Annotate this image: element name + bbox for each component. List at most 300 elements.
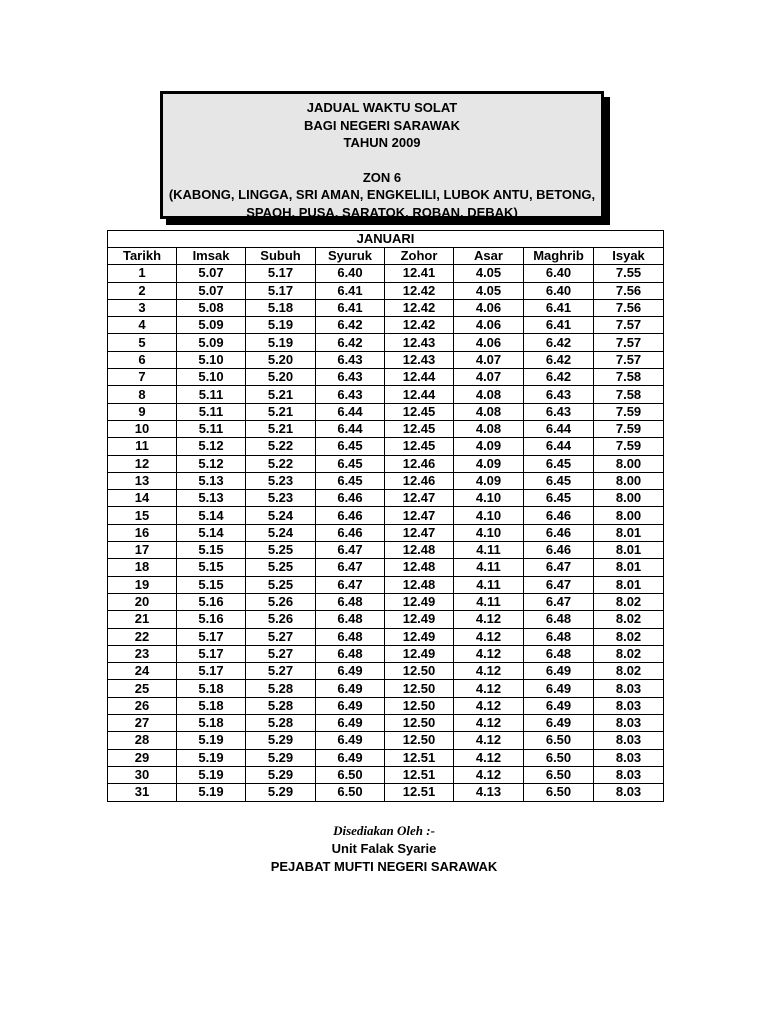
cell-zohor: 12.49 xyxy=(385,628,454,645)
cell-maghrib: 6.45 xyxy=(524,490,594,507)
cell-asar: 4.11 xyxy=(454,576,524,593)
cell-imsak: 5.11 xyxy=(177,386,246,403)
cell-asar: 4.12 xyxy=(454,749,524,766)
cell-zohor: 12.48 xyxy=(385,559,454,576)
cell-subuh: 5.17 xyxy=(246,282,316,299)
cell-isyak: 7.59 xyxy=(594,438,664,455)
cell-asar: 4.12 xyxy=(454,611,524,628)
cell-tarikh: 13 xyxy=(108,472,177,489)
cell-maghrib: 6.48 xyxy=(524,611,594,628)
cell-syuruk: 6.48 xyxy=(316,645,385,662)
cell-syuruk: 6.47 xyxy=(316,542,385,559)
cell-imsak: 5.08 xyxy=(177,299,246,316)
cell-isyak: 8.01 xyxy=(594,576,664,593)
cell-subuh: 5.24 xyxy=(246,507,316,524)
cell-asar: 4.08 xyxy=(454,403,524,420)
cell-maghrib: 6.46 xyxy=(524,524,594,541)
cell-asar: 4.05 xyxy=(454,265,524,282)
cell-zohor: 12.45 xyxy=(385,420,454,437)
cell-isyak: 8.00 xyxy=(594,455,664,472)
cell-syuruk: 6.45 xyxy=(316,455,385,472)
cell-subuh: 5.28 xyxy=(246,715,316,732)
cell-zohor: 12.50 xyxy=(385,697,454,714)
cell-zohor: 12.42 xyxy=(385,299,454,316)
cell-syuruk: 6.49 xyxy=(316,715,385,732)
cell-asar: 4.09 xyxy=(454,472,524,489)
cell-imsak: 5.07 xyxy=(177,282,246,299)
column-header-imsak: Imsak xyxy=(177,248,246,265)
cell-imsak: 5.10 xyxy=(177,351,246,368)
cell-asar: 4.05 xyxy=(454,282,524,299)
cell-tarikh: 10 xyxy=(108,420,177,437)
cell-syuruk: 6.47 xyxy=(316,576,385,593)
cell-tarikh: 16 xyxy=(108,524,177,541)
cell-tarikh: 5 xyxy=(108,334,177,351)
column-header-isyak: Isyak xyxy=(594,248,664,265)
cell-syuruk: 6.49 xyxy=(316,663,385,680)
cell-maghrib: 6.43 xyxy=(524,403,594,420)
cell-maghrib: 6.49 xyxy=(524,697,594,714)
cell-syuruk: 6.43 xyxy=(316,386,385,403)
cell-maghrib: 6.50 xyxy=(524,749,594,766)
cell-subuh: 5.29 xyxy=(246,732,316,749)
cell-tarikh: 27 xyxy=(108,715,177,732)
cell-maghrib: 6.49 xyxy=(524,680,594,697)
table-row xyxy=(108,438,664,455)
zone-label: ZON 6 xyxy=(362,169,402,185)
cell-isyak: 8.01 xyxy=(594,559,664,576)
table-row xyxy=(108,351,664,368)
cell-tarikh: 15 xyxy=(108,507,177,524)
cell-imsak: 5.12 xyxy=(177,455,246,472)
table-row xyxy=(108,282,664,299)
cell-tarikh: 23 xyxy=(108,645,177,662)
cell-subuh: 5.21 xyxy=(246,403,316,420)
cell-tarikh: 31 xyxy=(108,784,177,801)
cell-isyak: 7.57 xyxy=(594,334,664,351)
table-row xyxy=(108,299,664,316)
cell-subuh: 5.24 xyxy=(246,524,316,541)
cell-asar: 4.10 xyxy=(454,524,524,541)
table-row xyxy=(108,455,664,472)
cell-asar: 4.06 xyxy=(454,299,524,316)
cell-isyak: 8.03 xyxy=(594,766,664,783)
cell-asar: 4.08 xyxy=(454,386,524,403)
cell-isyak: 8.01 xyxy=(594,542,664,559)
cell-asar: 4.12 xyxy=(454,732,524,749)
cell-maghrib: 6.48 xyxy=(524,628,594,645)
cell-tarikh: 14 xyxy=(108,490,177,507)
cell-subuh: 5.25 xyxy=(246,542,316,559)
cell-maghrib: 6.47 xyxy=(524,593,594,610)
cell-asar: 4.10 xyxy=(454,490,524,507)
cell-tarikh: 25 xyxy=(108,680,177,697)
table-row xyxy=(108,369,664,386)
cell-zohor: 12.50 xyxy=(385,715,454,732)
cell-subuh: 5.21 xyxy=(246,386,316,403)
cell-subuh: 5.20 xyxy=(246,369,316,386)
table-row xyxy=(108,697,664,714)
cell-subuh: 5.28 xyxy=(246,680,316,697)
cell-syuruk: 6.42 xyxy=(316,334,385,351)
cell-zohor: 12.46 xyxy=(385,455,454,472)
cell-zohor: 12.46 xyxy=(385,472,454,489)
zone-areas-line-1: (KABONG, LINGGA, SRI AMAN, ENGKELILI, LUBOK ANTU, BETONG, xyxy=(168,187,596,202)
table-row xyxy=(108,628,664,645)
table-row xyxy=(108,472,664,489)
cell-tarikh: 19 xyxy=(108,576,177,593)
cell-subuh: 5.21 xyxy=(246,420,316,437)
cell-imsak: 5.16 xyxy=(177,611,246,628)
cell-zohor: 12.45 xyxy=(385,403,454,420)
cell-subuh: 5.26 xyxy=(246,611,316,628)
cell-imsak: 5.19 xyxy=(177,749,246,766)
cell-subuh: 5.22 xyxy=(246,455,316,472)
cell-imsak: 5.17 xyxy=(177,628,246,645)
cell-zohor: 12.50 xyxy=(385,663,454,680)
cell-imsak: 5.18 xyxy=(177,697,246,714)
cell-subuh: 5.29 xyxy=(246,766,316,783)
prepared-by-label: Disediakan Oleh :- xyxy=(333,823,435,838)
cell-syuruk: 6.45 xyxy=(316,472,385,489)
cell-tarikh: 4 xyxy=(108,317,177,334)
cell-syuruk: 6.44 xyxy=(316,403,385,420)
cell-isyak: 8.00 xyxy=(594,507,664,524)
cell-tarikh: 12 xyxy=(108,455,177,472)
cell-tarikh: 18 xyxy=(108,559,177,576)
cell-zohor: 12.43 xyxy=(385,334,454,351)
cell-subuh: 5.19 xyxy=(246,317,316,334)
cell-tarikh: 22 xyxy=(108,628,177,645)
cell-isyak: 8.03 xyxy=(594,715,664,732)
cell-imsak: 5.13 xyxy=(177,490,246,507)
cell-asar: 4.12 xyxy=(454,645,524,662)
cell-imsak: 5.13 xyxy=(177,472,246,489)
table-row xyxy=(108,559,664,576)
cell-isyak: 8.02 xyxy=(594,628,664,645)
cell-subuh: 5.29 xyxy=(246,784,316,801)
cell-subuh: 5.18 xyxy=(246,299,316,316)
table-row xyxy=(108,576,664,593)
cell-syuruk: 6.40 xyxy=(316,265,385,282)
cell-isyak: 8.03 xyxy=(594,680,664,697)
cell-zohor: 12.42 xyxy=(385,282,454,299)
cell-isyak: 8.02 xyxy=(594,645,664,662)
cell-imsak: 5.15 xyxy=(177,576,246,593)
cell-imsak: 5.12 xyxy=(177,438,246,455)
title-line-1: JADUAL WAKTU SOLAT xyxy=(306,100,458,115)
cell-zohor: 12.41 xyxy=(385,265,454,282)
cell-imsak: 5.09 xyxy=(177,334,246,351)
cell-zohor: 12.47 xyxy=(385,524,454,541)
cell-isyak: 8.02 xyxy=(594,611,664,628)
cell-subuh: 5.22 xyxy=(246,438,316,455)
cell-asar: 4.06 xyxy=(454,334,524,351)
footer xyxy=(0,822,768,876)
cell-zohor: 12.49 xyxy=(385,593,454,610)
month-header: JANUARI xyxy=(108,231,664,248)
cell-tarikh: 29 xyxy=(108,749,177,766)
cell-zohor: 12.45 xyxy=(385,438,454,455)
cell-zohor: 12.48 xyxy=(385,542,454,559)
cell-imsak: 5.19 xyxy=(177,766,246,783)
cell-syuruk: 6.43 xyxy=(316,369,385,386)
cell-asar: 4.12 xyxy=(454,663,524,680)
table-row xyxy=(108,490,664,507)
table-row xyxy=(108,593,664,610)
column-header-syuruk: Syuruk xyxy=(316,248,385,265)
cell-imsak: 5.19 xyxy=(177,732,246,749)
cell-imsak: 5.07 xyxy=(177,265,246,282)
cell-syuruk: 6.41 xyxy=(316,299,385,316)
cell-imsak: 5.11 xyxy=(177,403,246,420)
cell-subuh: 5.20 xyxy=(246,351,316,368)
table-row xyxy=(108,420,664,437)
cell-zohor: 12.49 xyxy=(385,611,454,628)
cell-tarikh: 3 xyxy=(108,299,177,316)
cell-maghrib: 6.43 xyxy=(524,386,594,403)
cell-syuruk: 6.48 xyxy=(316,611,385,628)
cell-maghrib: 6.45 xyxy=(524,472,594,489)
cell-zohor: 12.50 xyxy=(385,732,454,749)
cell-syuruk: 6.46 xyxy=(316,507,385,524)
cell-tarikh: 6 xyxy=(108,351,177,368)
cell-imsak: 5.19 xyxy=(177,784,246,801)
cell-asar: 4.06 xyxy=(454,317,524,334)
title-year: TAHUN 2009 xyxy=(343,135,421,150)
cell-syuruk: 6.46 xyxy=(316,524,385,541)
table-row xyxy=(108,507,664,524)
cell-tarikh: 20 xyxy=(108,593,177,610)
cell-syuruk: 6.41 xyxy=(316,282,385,299)
cell-isyak: 7.58 xyxy=(594,369,664,386)
cell-maghrib: 6.47 xyxy=(524,576,594,593)
cell-asar: 4.07 xyxy=(454,351,524,368)
table-row xyxy=(108,784,664,801)
cell-asar: 4.12 xyxy=(454,680,524,697)
table-row xyxy=(108,403,664,420)
cell-isyak: 7.55 xyxy=(594,265,664,282)
cell-tarikh: 30 xyxy=(108,766,177,783)
cell-zohor: 12.44 xyxy=(385,369,454,386)
title-box xyxy=(160,91,604,219)
cell-subuh: 5.25 xyxy=(246,576,316,593)
cell-syuruk: 6.43 xyxy=(316,351,385,368)
cell-zohor: 12.43 xyxy=(385,351,454,368)
cell-isyak: 8.03 xyxy=(594,697,664,714)
column-header-tarikh: Tarikh xyxy=(108,248,177,265)
cell-syuruk: 6.50 xyxy=(316,766,385,783)
cell-zohor: 12.50 xyxy=(385,680,454,697)
cell-tarikh: 17 xyxy=(108,542,177,559)
cell-asar: 4.11 xyxy=(454,593,524,610)
cell-isyak: 7.57 xyxy=(594,351,664,368)
cell-imsak: 5.18 xyxy=(177,715,246,732)
cell-maghrib: 6.41 xyxy=(524,317,594,334)
cell-isyak: 7.56 xyxy=(594,299,664,316)
cell-zohor: 12.48 xyxy=(385,576,454,593)
cell-imsak: 5.17 xyxy=(177,645,246,662)
cell-tarikh: 2 xyxy=(108,282,177,299)
column-header-subuh: Subuh xyxy=(246,248,316,265)
cell-maghrib: 6.40 xyxy=(524,282,594,299)
cell-imsak: 5.09 xyxy=(177,317,246,334)
cell-syuruk: 6.49 xyxy=(316,749,385,766)
table-row xyxy=(108,524,664,541)
cell-tarikh: 24 xyxy=(108,663,177,680)
cell-syuruk: 6.48 xyxy=(316,593,385,610)
cell-asar: 4.09 xyxy=(454,455,524,472)
cell-subuh: 5.23 xyxy=(246,472,316,489)
cell-maghrib: 6.44 xyxy=(524,420,594,437)
zone-areas-line-2: SPAOH, PUSA, SARATOK, ROBAN, DEBAK) xyxy=(246,204,518,220)
table-row xyxy=(108,542,664,559)
cell-tarikh: 21 xyxy=(108,611,177,628)
column-header-zohor: Zohor xyxy=(385,248,454,265)
cell-maghrib: 6.49 xyxy=(524,663,594,680)
cell-isyak: 8.00 xyxy=(594,472,664,489)
cell-tarikh: 11 xyxy=(108,438,177,455)
cell-isyak: 7.57 xyxy=(594,317,664,334)
cell-subuh: 5.27 xyxy=(246,645,316,662)
cell-isyak: 8.03 xyxy=(594,784,664,801)
cell-asar: 4.13 xyxy=(454,784,524,801)
cell-maghrib: 6.46 xyxy=(524,542,594,559)
cell-isyak: 8.02 xyxy=(594,663,664,680)
table-row xyxy=(108,386,664,403)
cell-maghrib: 6.50 xyxy=(524,784,594,801)
cell-zohor: 12.44 xyxy=(385,386,454,403)
cell-maghrib: 6.50 xyxy=(524,766,594,783)
cell-maghrib: 6.42 xyxy=(524,351,594,368)
cell-tarikh: 8 xyxy=(108,386,177,403)
cell-tarikh: 1 xyxy=(108,265,177,282)
table-row xyxy=(108,334,664,351)
table-row xyxy=(108,749,664,766)
cell-syuruk: 6.49 xyxy=(316,697,385,714)
cell-syuruk: 6.47 xyxy=(316,559,385,576)
office-name: PEJABAT MUFTI NEGERI SARAWAK xyxy=(270,859,498,874)
cell-maghrib: 6.50 xyxy=(524,732,594,749)
cell-imsak: 5.14 xyxy=(177,507,246,524)
cell-syuruk: 6.49 xyxy=(316,680,385,697)
cell-isyak: 8.03 xyxy=(594,732,664,749)
column-header-row xyxy=(108,248,664,265)
column-header-asar: Asar xyxy=(454,248,524,265)
cell-isyak: 7.59 xyxy=(594,420,664,437)
prayer-times-table xyxy=(107,230,664,802)
cell-isyak: 8.03 xyxy=(594,749,664,766)
cell-zohor: 12.47 xyxy=(385,490,454,507)
table-row xyxy=(108,317,664,334)
cell-isyak: 7.59 xyxy=(594,403,664,420)
table-row xyxy=(108,645,664,662)
cell-maghrib: 6.42 xyxy=(524,369,594,386)
cell-syuruk: 6.48 xyxy=(316,628,385,645)
cell-maghrib: 6.47 xyxy=(524,559,594,576)
cell-maghrib: 6.45 xyxy=(524,455,594,472)
table-row xyxy=(108,732,664,749)
cell-isyak: 8.01 xyxy=(594,524,664,541)
table-row xyxy=(108,680,664,697)
cell-isyak: 8.02 xyxy=(594,593,664,610)
cell-asar: 4.10 xyxy=(454,507,524,524)
cell-asar: 4.07 xyxy=(454,369,524,386)
cell-subuh: 5.25 xyxy=(246,559,316,576)
cell-imsak: 5.11 xyxy=(177,420,246,437)
cell-imsak: 5.15 xyxy=(177,542,246,559)
cell-isyak: 7.56 xyxy=(594,282,664,299)
cell-imsak: 5.18 xyxy=(177,680,246,697)
table-row xyxy=(108,663,664,680)
cell-asar: 4.12 xyxy=(454,715,524,732)
unit-name: Unit Falak Syarie xyxy=(331,841,437,856)
cell-syuruk: 6.46 xyxy=(316,490,385,507)
cell-zohor: 12.47 xyxy=(385,507,454,524)
cell-imsak: 5.16 xyxy=(177,593,246,610)
cell-maghrib: 6.46 xyxy=(524,507,594,524)
cell-maghrib: 6.49 xyxy=(524,715,594,732)
cell-zohor: 12.51 xyxy=(385,749,454,766)
cell-imsak: 5.17 xyxy=(177,663,246,680)
cell-syuruk: 6.50 xyxy=(316,784,385,801)
cell-zohor: 12.49 xyxy=(385,645,454,662)
cell-subuh: 5.19 xyxy=(246,334,316,351)
cell-syuruk: 6.42 xyxy=(316,317,385,334)
cell-asar: 4.11 xyxy=(454,542,524,559)
cell-maghrib: 6.42 xyxy=(524,334,594,351)
cell-subuh: 5.26 xyxy=(246,593,316,610)
cell-syuruk: 6.44 xyxy=(316,420,385,437)
cell-asar: 4.12 xyxy=(454,628,524,645)
cell-asar: 4.09 xyxy=(454,438,524,455)
table-row xyxy=(108,611,664,628)
cell-subuh: 5.29 xyxy=(246,749,316,766)
cell-maghrib: 6.41 xyxy=(524,299,594,316)
table-row xyxy=(108,265,664,282)
cell-zohor: 12.51 xyxy=(385,784,454,801)
cell-asar: 4.12 xyxy=(454,766,524,783)
cell-imsak: 5.15 xyxy=(177,559,246,576)
cell-subuh: 5.17 xyxy=(246,265,316,282)
cell-tarikh: 26 xyxy=(108,697,177,714)
table-row xyxy=(108,715,664,732)
title-line-2: BAGI NEGERI SARAWAK xyxy=(303,117,460,133)
table-body xyxy=(108,265,664,801)
column-header-maghrib: Maghrib xyxy=(524,248,594,265)
cell-tarikh: 28 xyxy=(108,732,177,749)
cell-maghrib: 6.48 xyxy=(524,645,594,662)
cell-subuh: 5.27 xyxy=(246,663,316,680)
table-row xyxy=(108,766,664,783)
cell-maghrib: 6.40 xyxy=(524,265,594,282)
cell-isyak: 7.58 xyxy=(594,386,664,403)
cell-syuruk: 6.49 xyxy=(316,732,385,749)
cell-tarikh: 9 xyxy=(108,403,177,420)
cell-zohor: 12.51 xyxy=(385,766,454,783)
cell-subuh: 5.27 xyxy=(246,628,316,645)
cell-asar: 4.11 xyxy=(454,559,524,576)
cell-asar: 4.08 xyxy=(454,420,524,437)
cell-asar: 4.12 xyxy=(454,697,524,714)
cell-subuh: 5.23 xyxy=(246,490,316,507)
cell-subuh: 5.28 xyxy=(246,697,316,714)
cell-syuruk: 6.45 xyxy=(316,438,385,455)
cell-imsak: 5.10 xyxy=(177,369,246,386)
cell-maghrib: 6.44 xyxy=(524,438,594,455)
cell-imsak: 5.14 xyxy=(177,524,246,541)
cell-zohor: 12.42 xyxy=(385,317,454,334)
